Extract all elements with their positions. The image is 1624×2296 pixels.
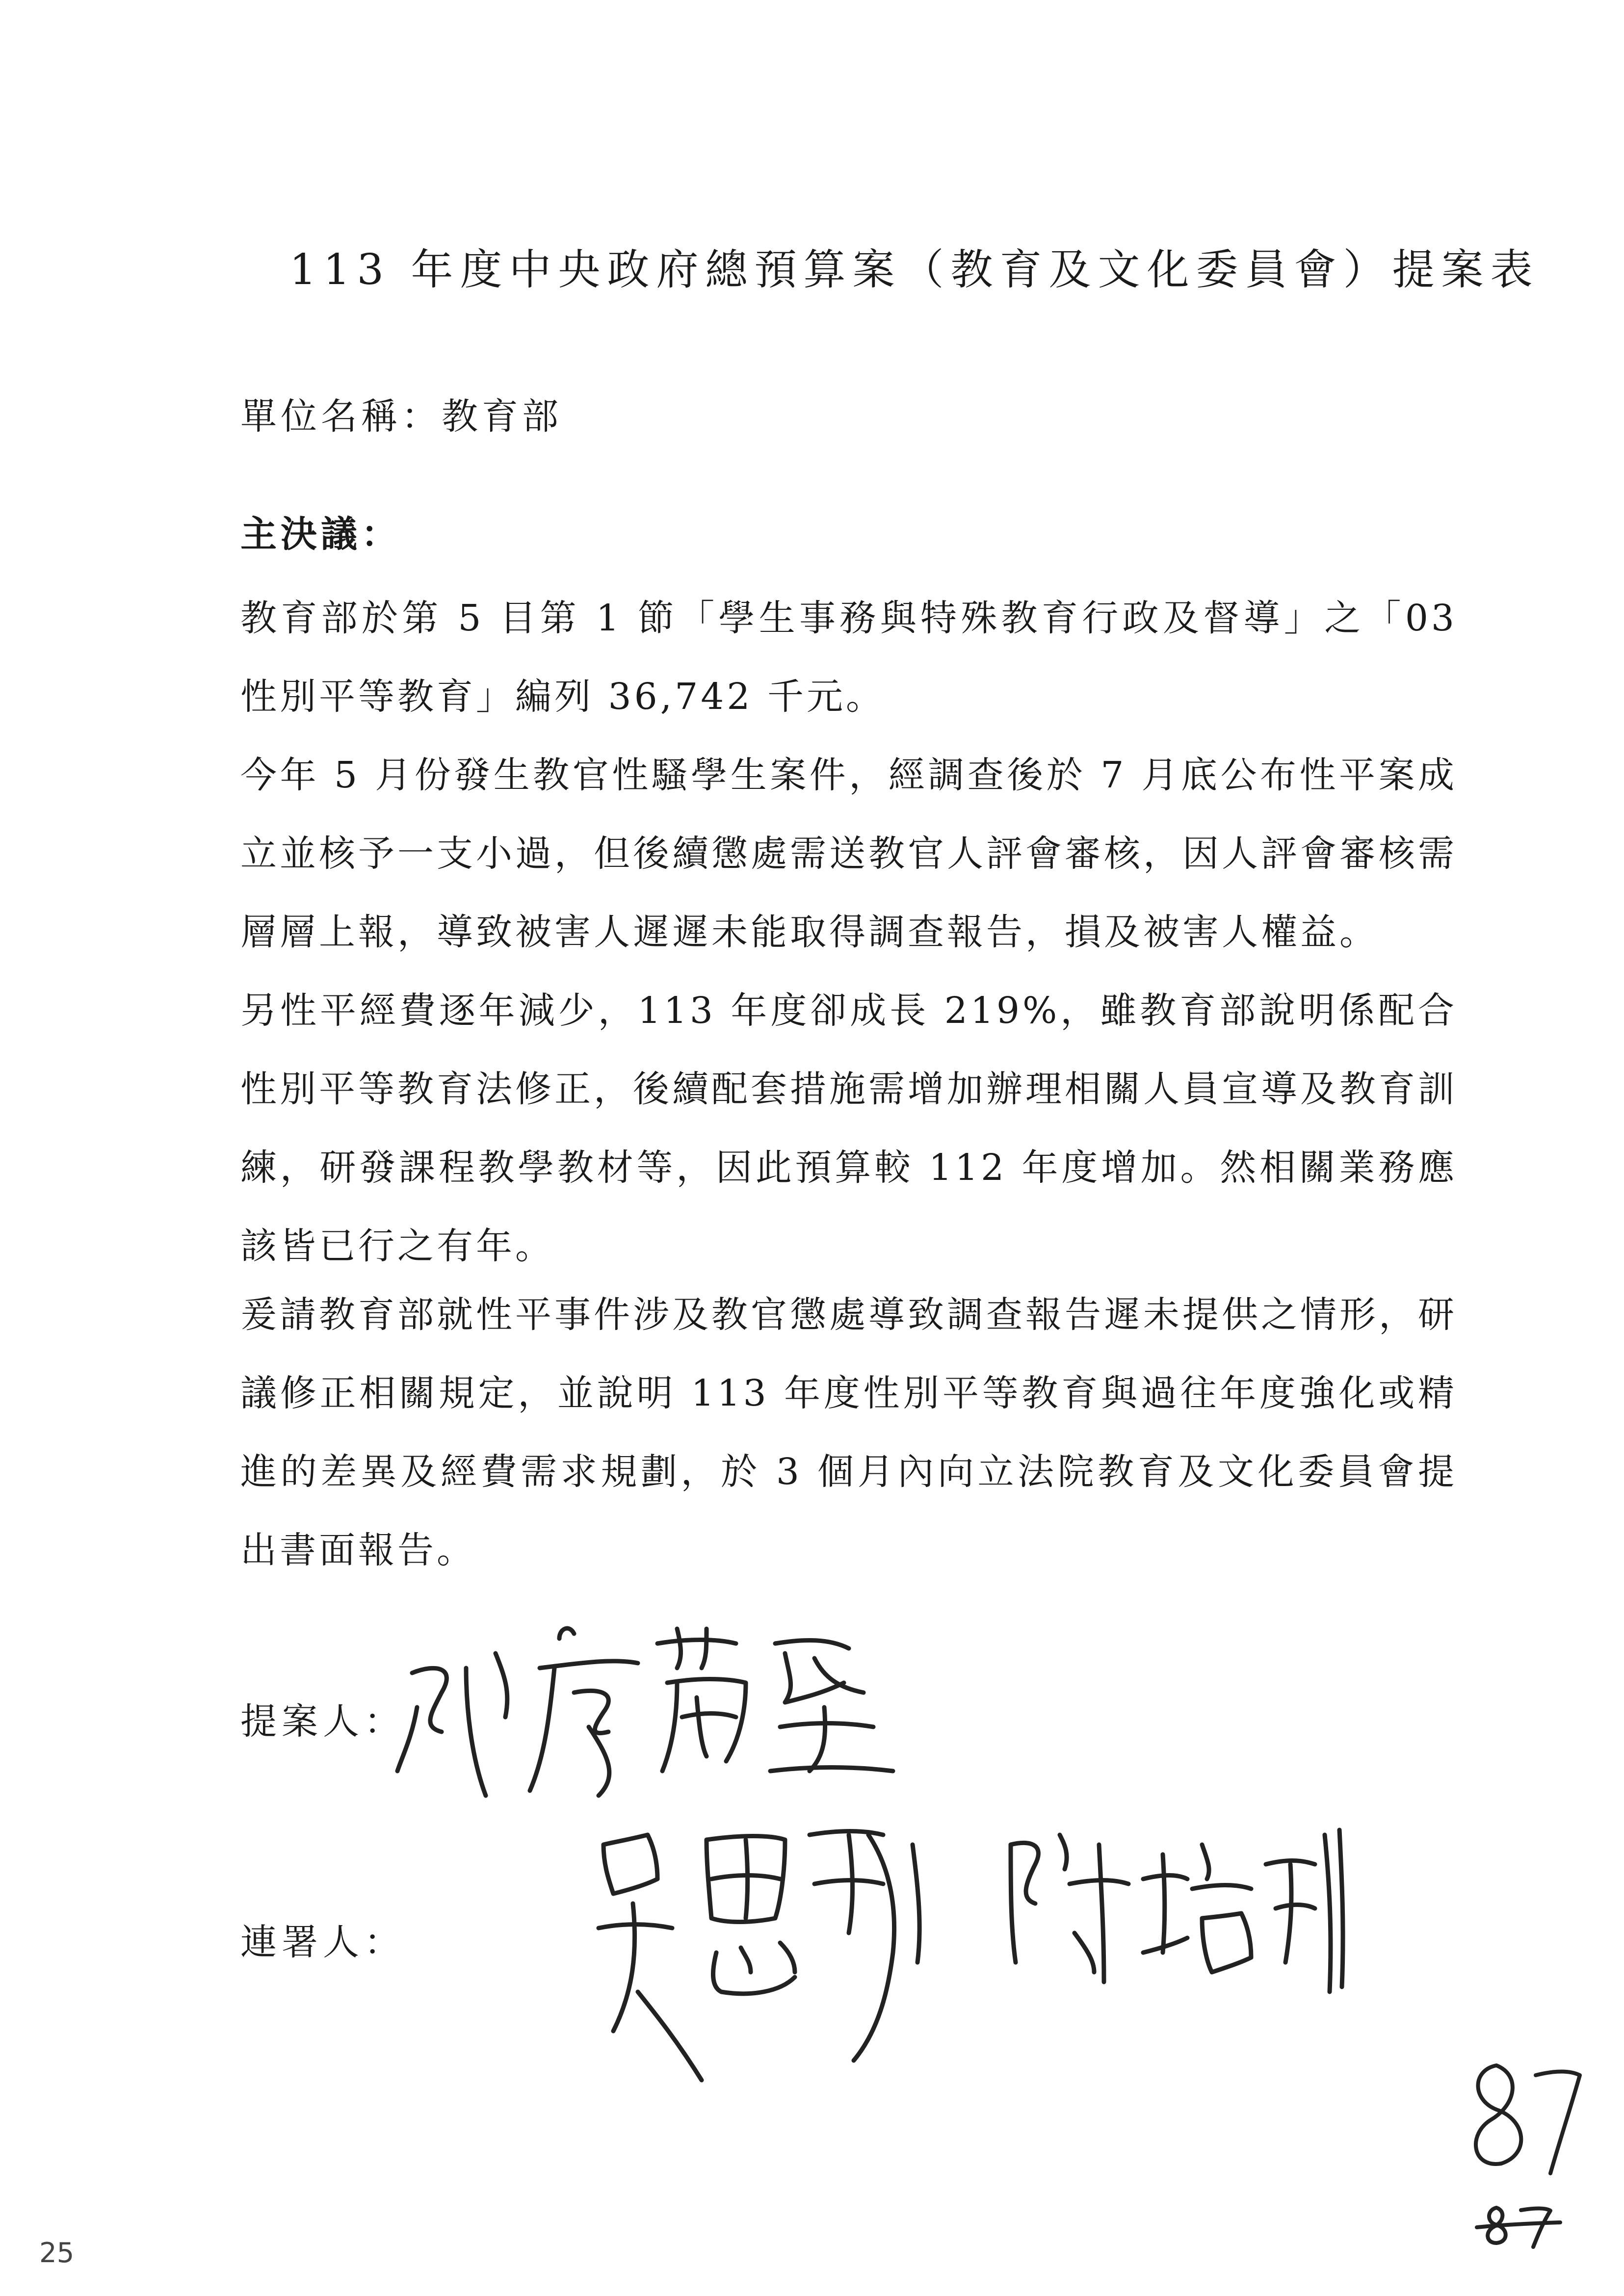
document-title: 113 年度中央政府總預算案（教育及文化委員會）提案表 (289, 245, 1540, 294)
paragraph-budget-item: 教育部於第 5 目第 1 節「學生事務與特殊教育行政及督導」之「03 性別平等教育」編列 36,742 千元。 (240, 597, 1457, 718)
resolution-heading: 主決議： (240, 513, 401, 555)
unit-line (240, 388, 562, 440)
proposer-label: 提案人： (240, 1700, 405, 1743)
cosigner-signature-2 (981, 1805, 1354, 2031)
paragraph-request: 爰請教育部就性平事件涉及教官懲處導致調查報告遲未提供之情形，研議修正相關規定，並說明 113 年度性別平等教育與過往年度強化或精進的差異及經費需求規劃，於 3 個月內向立法院教育及文化委員會提出書面報告。 (240, 1294, 1457, 1571)
proposer-signature (383, 1609, 932, 1815)
corner-mark: 25 (39, 2237, 75, 2269)
cosigner-signature-1 (574, 1805, 947, 2110)
unit-label: 單位名稱： (240, 395, 442, 438)
unit-name: 教育部 (442, 395, 562, 438)
paragraph-incident: 今年 5 月份發生教官性騷學生案件，經調查後於 7 月底公布性平案成立並核予一支小過，但後續懲處需送教官人評會審核，因人評會審核需層層上報，導致被害人遲遲未能取得調查報告，損及被害人權益。 (240, 754, 1457, 953)
handwritten-page-number (1462, 2046, 1590, 2252)
paragraph-funding: 另性平經費逐年減少，113 年度卻成長 219%，雖教育部說明係配合性別平等教育法修正，後續配套措施需增加辦理相關人員宣導及教育訓練，研發課程教學教材等，因此預算較 112 年度增加。然相關業務應該皆已行之有年。 (240, 990, 1457, 1267)
cosigner-label: 連署人： (240, 1921, 405, 1963)
